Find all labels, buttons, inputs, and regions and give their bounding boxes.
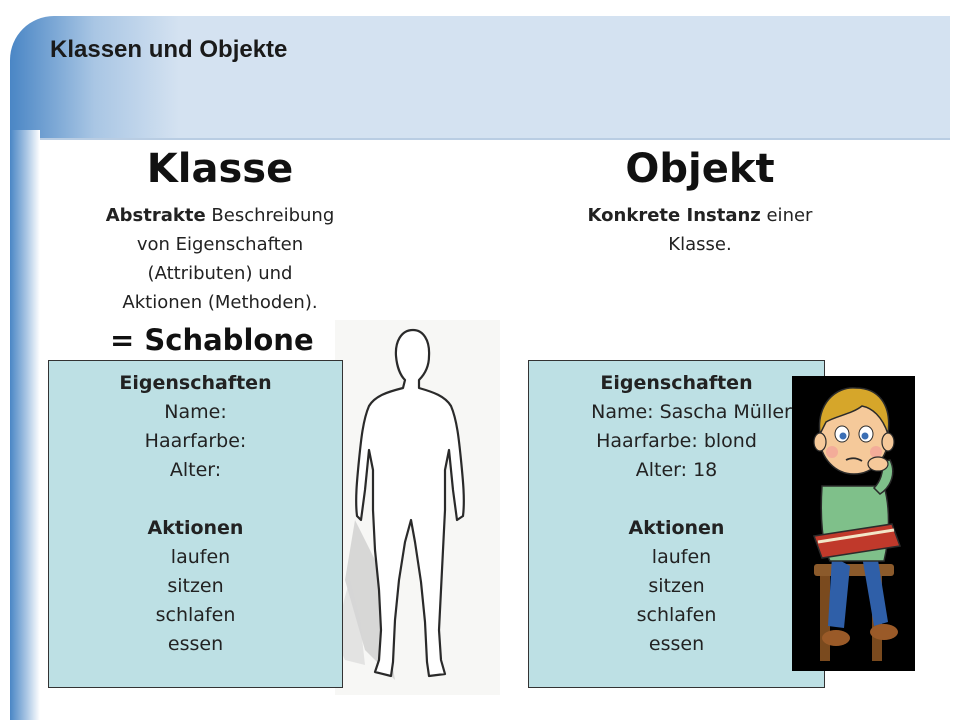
objekt-heading: Objekt (625, 146, 775, 192)
objekt-desc-line2: Klasse. (668, 234, 732, 255)
objekt-card (528, 360, 825, 688)
cartoon-boy-icon (792, 376, 915, 671)
klasse-desc-line1: Beschreibung (205, 205, 335, 226)
klasse-property-hair: Haarfarbe: (144, 430, 247, 452)
klasse-action-item: essen (167, 633, 224, 655)
klasse-card (48, 360, 343, 688)
klasse-property-age: Alter: (169, 459, 222, 481)
objekt-desc-line1: einer (760, 205, 813, 226)
human-silhouette-image (335, 320, 500, 695)
objekt-property-age: Alter: 18 (635, 459, 718, 481)
klasse-heading: Klasse (146, 146, 294, 192)
klasse-desc-line3: (Attributen) und (147, 263, 293, 284)
klasse-desc-bold: Abstrakte (105, 205, 206, 226)
slide-title: Klassen und Objekte (50, 36, 288, 63)
objekt-properties-heading: Eigenschaften (600, 372, 753, 394)
klasse-description (50, 201, 390, 317)
klasse-action-item: laufen (170, 546, 231, 568)
objekt-action-item: essen (648, 633, 705, 655)
objekt-desc-bold: Konkrete Instanz (587, 205, 761, 226)
klasse-action-item: sitzen (167, 575, 224, 597)
objekt-description (530, 201, 870, 259)
template-label: = Schablone (110, 323, 314, 357)
header-band (10, 16, 950, 140)
objekt-property-name: Name: Sascha Müller (591, 401, 792, 423)
klasse-property-name: Name: (164, 401, 227, 423)
objekt-actions-heading: Aktionen (628, 517, 725, 539)
objekt-action-item: laufen (651, 546, 712, 568)
objekt-action-item: schlafen (636, 604, 717, 626)
klasse-action-item: schlafen (155, 604, 236, 626)
objekt-property-hair: Haarfarbe: blond (596, 430, 757, 452)
klasse-desc-line2: von Eigenschaften (136, 234, 304, 255)
silhouette-icon (335, 320, 500, 695)
klasse-actions-heading: Aktionen (147, 517, 244, 539)
left-rail-decoration (10, 130, 40, 720)
klasse-desc-line4: Aktionen (Methoden). (122, 292, 318, 313)
cartoon-boy-image (792, 376, 915, 671)
objekt-action-item: sitzen (648, 575, 705, 597)
klasse-properties-heading: Eigenschaften (119, 372, 272, 394)
